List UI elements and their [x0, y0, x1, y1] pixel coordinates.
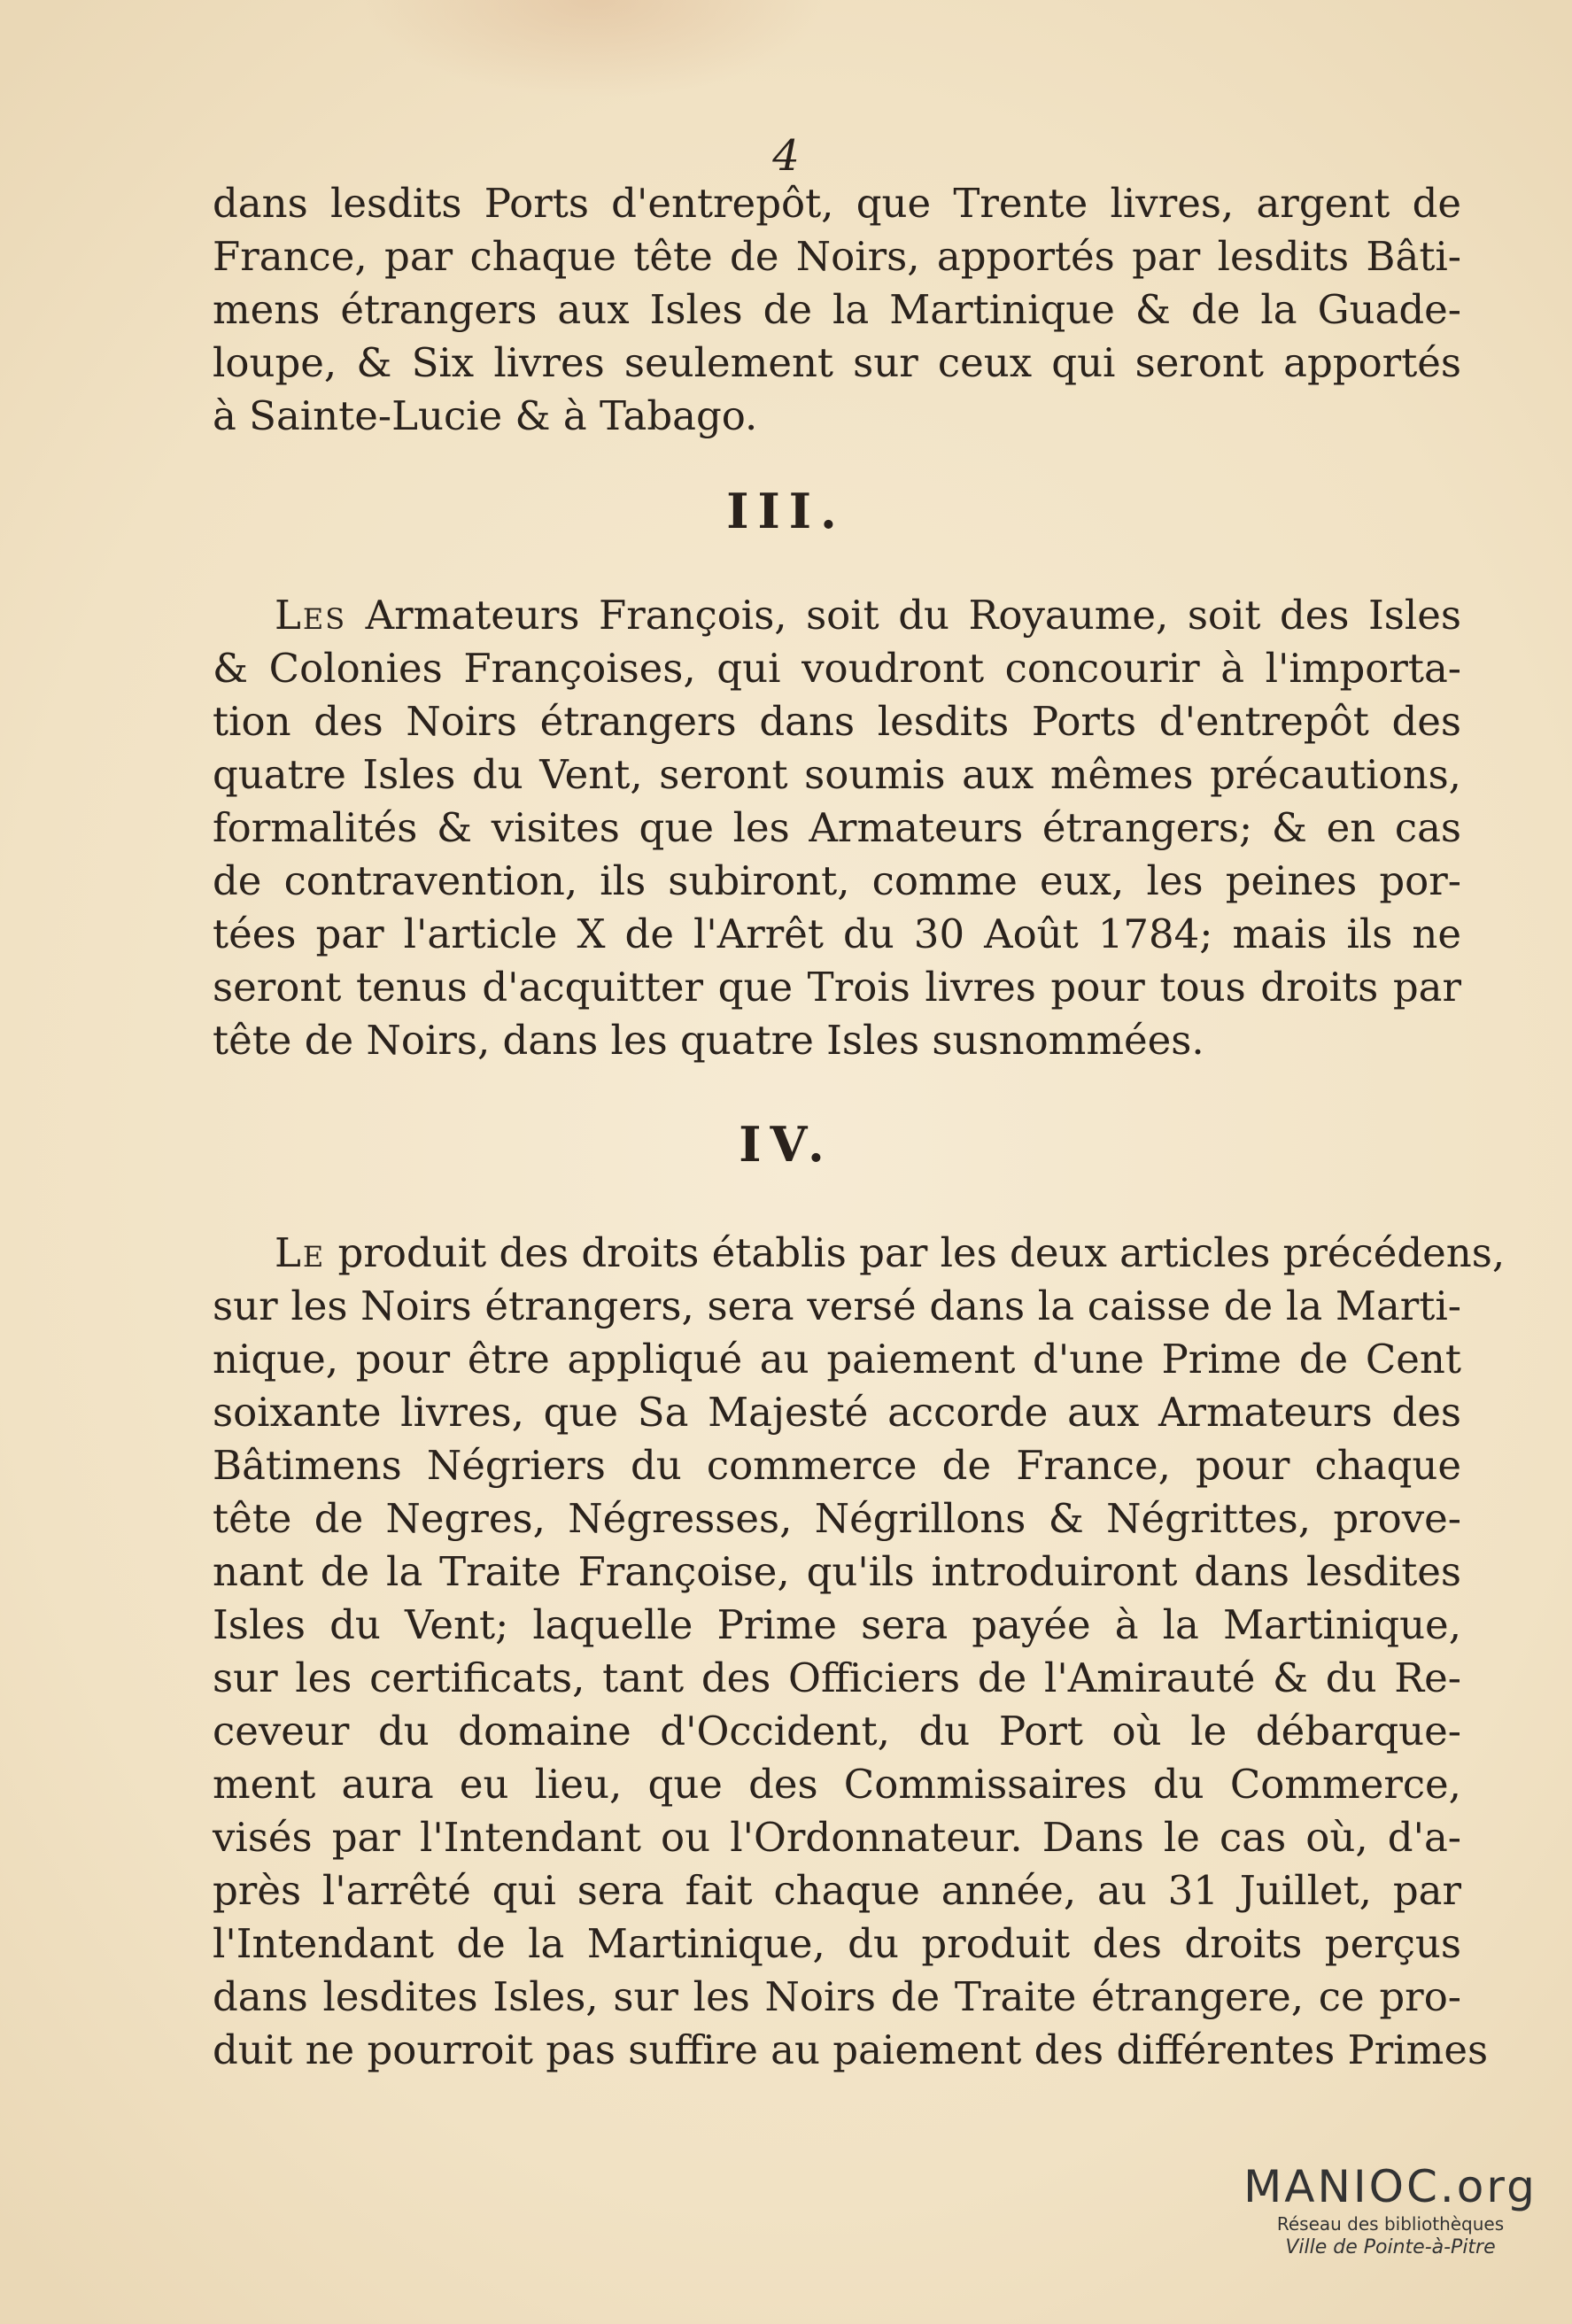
stamp-subtitle: Réseau des bibliothèques: [1276, 2213, 1505, 2235]
page-number: 4: [772, 131, 800, 181]
lead-word: Le: [275, 1229, 326, 1276]
text-line: [213, 1227, 1506, 1280]
text-line: visés par l'Intendant ou l'Ordonnateur. Dans le cas où, d'a-: [213, 1814, 1461, 1861]
text-line: formalités & visites que les Armateurs étrangers; & en cas: [213, 804, 1461, 851]
text-line: nique, pour être appliqué au paiement d'une Prime de Cent: [213, 1336, 1461, 1383]
text-line-rest: Armateurs François, soit du Royaume, soit des Isles: [346, 592, 1461, 639]
text-line: [213, 589, 1461, 642]
text-line: ceveur du domaine d'Occident, du Port où le débarque-: [213, 1708, 1461, 1755]
text-line: sur les Noirs étrangers, sera versé dans la caisse de la Marti-: [213, 1282, 1461, 1329]
manioc-watermark: [1231, 2161, 1550, 2260]
text-line: France, par chaque tête de Noirs, apportés par lesdits Bâti-: [213, 233, 1461, 280]
text-line-rest: produit des droits établis par les deux articles précédens,: [325, 1229, 1506, 1276]
text-line: tion des Noirs étrangers dans lesdits Ports d'entrepôt des: [213, 698, 1461, 745]
text-line: nant de la Traite Françoise, qu'ils introduiront dans lesdites: [213, 1548, 1461, 1595]
text-line: à Sainte-Lucie & à Tabago.: [213, 392, 758, 439]
text-line: & Colonies Françoises, qui voudront concourir à l'importa-: [213, 645, 1461, 692]
text-line: ment aura eu lieu, que des Commissaires du Commerce,: [213, 1761, 1461, 1808]
text-line: dans lesdits Ports d'entrepôt, que Trente livres, argent de: [213, 180, 1461, 227]
text-line: soixante livres, que Sa Majesté accorde aux Armateurs des: [213, 1389, 1461, 1436]
text-line: dans lesdites Isles, sur les Noirs de Traite étrangere, ce pro-: [213, 1973, 1461, 2020]
lead-word: Les: [275, 592, 347, 639]
section-heading-iii: III.: [726, 483, 846, 539]
text-line: duit ne pourroit pas suffire au paiement des différentes Primes: [213, 2026, 1489, 2073]
manioc-logo: MANIOC.org: [1243, 2161, 1537, 2212]
text-line: seront tenus d'acquitter que Trois livres pour tous droits par: [213, 964, 1461, 1011]
text-line: tête de Negres, Négresses, Négrillons & Négrittes, prove-: [213, 1495, 1461, 1542]
text-line: Isles du Vent; laquelle Prime sera payée à la Martinique,: [213, 1601, 1461, 1648]
text-line: l'Intendant de la Martinique, du produit des droits perçus: [213, 1920, 1461, 1967]
section-heading-iv: IV.: [739, 1116, 833, 1173]
paragraph-continuation: [213, 177, 1461, 443]
text-line: tête de Noirs, dans les quatre Isles susnommées.: [213, 1017, 1204, 1064]
text-line: Bâtimens Négriers du commerce de France, pour chaque: [213, 1442, 1461, 1489]
article-iv-body: [213, 1227, 1506, 2077]
article-iii-body: [213, 589, 1461, 1067]
text-line: quatre Isles du Vent, seront soumis aux mêmes précautions,: [213, 751, 1461, 798]
text-line: sur les certificats, tant des Officiers de l'Amirauté & du Re-: [213, 1654, 1461, 1701]
text-line: loupe, & Six livres seulement sur ceux qui seront apportés: [213, 339, 1461, 386]
text-line: près l'arrêté qui sera fait chaque année, au 31 Juillet, par: [213, 1867, 1461, 1914]
text-line: mens étrangers aux Isles de la Martinique & de la Guade-: [213, 286, 1461, 333]
stamp-city: Ville de Pointe-à-Pitre: [1285, 2236, 1496, 2258]
text-line: de contravention, ils subiront, comme eux, les peines por-: [213, 857, 1461, 904]
text-line: tées par l'article X de l'Arrêt du 30 Août 1784; mais ils ne: [213, 910, 1461, 957]
